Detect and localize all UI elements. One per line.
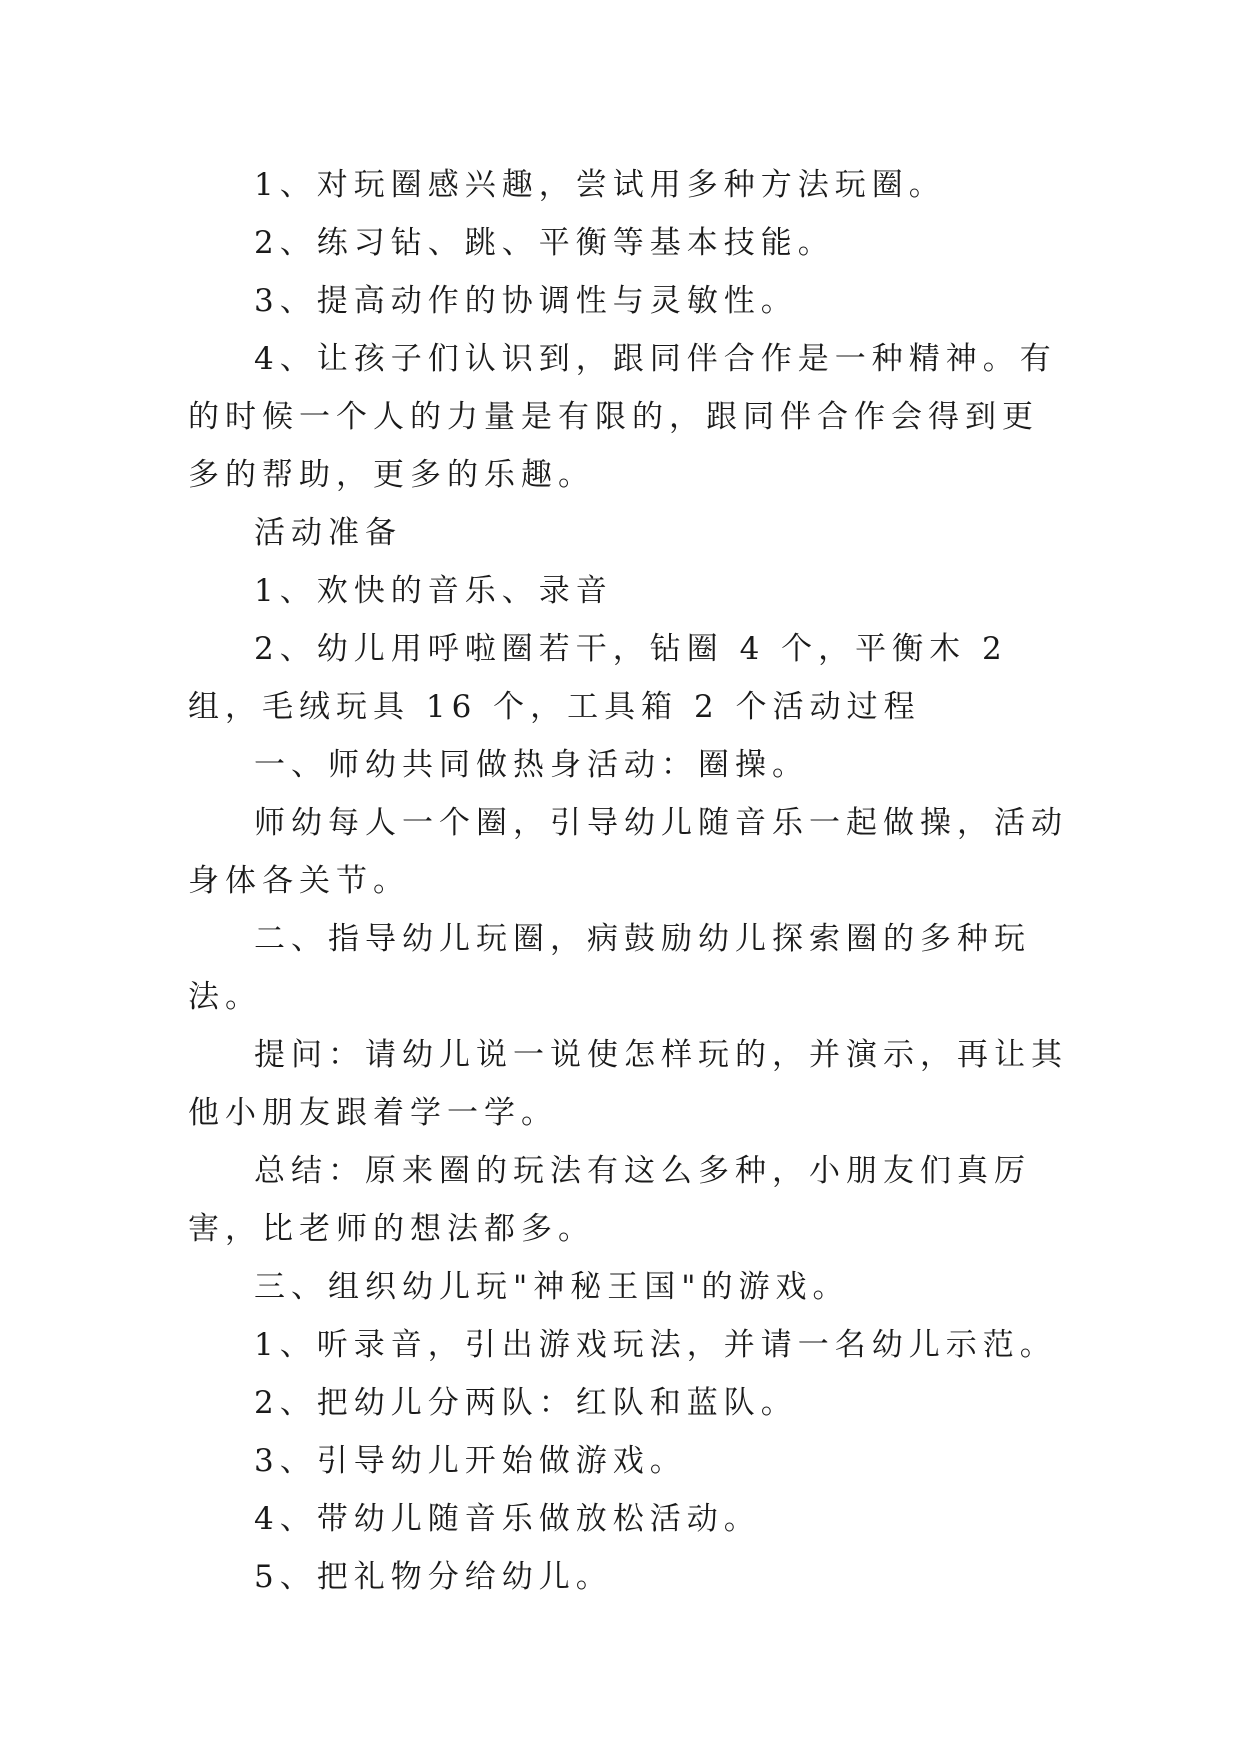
paragraph-goal-4: 4、让孩子们认识到，跟同伴合作是一种精神。有的时候一个人的力量是有限的，跟同伴合作会得到更多的帮助，更多的乐趣。 bbox=[188, 341, 1057, 493]
paragraph-game-1: 1、听录音，引出游戏玩法，并请一名幼儿示范。 bbox=[254, 1327, 1057, 1363]
paragraph-step-3: 三、组织幼儿玩"神秘王国"的游戏。 bbox=[254, 1269, 850, 1305]
paragraph-step-2: 二、指导幼儿玩圈，病鼓励幼儿探索圈的多种玩法。 bbox=[188, 921, 1031, 1015]
paragraph-step-1-detail: 师幼每人一个圈，引导幼儿随音乐一起做操，活动身体各关节。 bbox=[188, 805, 1068, 899]
paragraph-game-3: 3、引导幼儿开始做游戏。 bbox=[254, 1443, 687, 1479]
paragraph-goal-2: 2、练习钻、跳、平衡等基本技能。 bbox=[254, 225, 835, 261]
paragraph-question: 提问：请幼儿说一说使怎样玩的，并演示，再让其他小朋友跟着学一学。 bbox=[188, 1037, 1068, 1131]
section-heading-preparation: 活动准备 bbox=[254, 515, 402, 551]
paragraph-game-4: 4、带幼儿随音乐做放松活动。 bbox=[254, 1501, 761, 1537]
paragraph-step-1: 一、师幼共同做热身活动：圈操。 bbox=[254, 747, 809, 783]
paragraph-summary: 总结：原来圈的玩法有这么多种，小朋友们真厉害，比老师的想法都多。 bbox=[188, 1153, 1031, 1247]
document-body bbox=[188, 156, 1068, 1606]
paragraph-preparation-2: 2、幼儿用呼啦圈若干，钻圈 4 个，平衡木 2 组，毛绒玩具 16 个，工具箱 2 个活动过程 bbox=[188, 631, 1008, 725]
paragraph-preparation-1: 1、欢快的音乐、录音 bbox=[254, 573, 613, 609]
paragraph-goal-1: 1、对玩圈感兴趣，尝试用多种方法玩圈。 bbox=[254, 167, 946, 203]
paragraph-goal-3: 3、提高动作的协调性与灵敏性。 bbox=[254, 283, 798, 319]
paragraph-game-5: 5、把礼物分给幼儿。 bbox=[254, 1559, 613, 1595]
paragraph-game-2: 2、把幼儿分两队：红队和蓝队。 bbox=[254, 1385, 798, 1421]
